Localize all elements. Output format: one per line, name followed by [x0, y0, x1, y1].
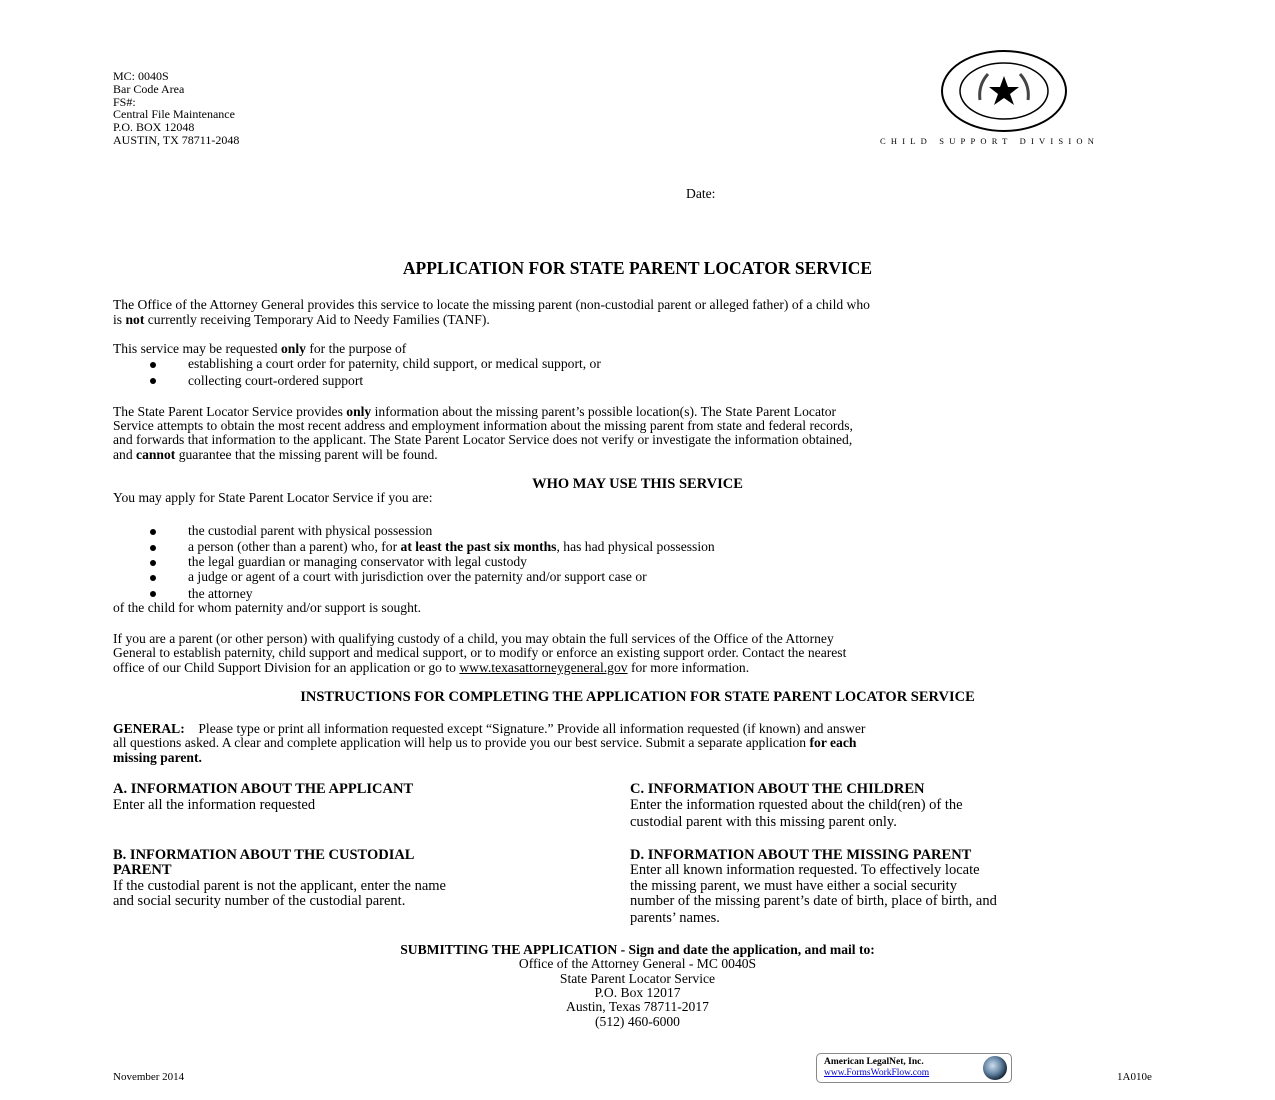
attorney-general-seal-logo: [940, 50, 1068, 132]
general-line: GENERAL: Please type or print all information requested except “Signature.” Provide all information requested (if known) and answer: [113, 721, 866, 736]
american-legalnet-badge[interactable]: [816, 1053, 1012, 1083]
header-pobox: P.O. BOX 12048: [113, 120, 195, 134]
who-outro: of the child for whom paternity and/or support is sought.: [113, 600, 422, 615]
badge-link[interactable]: www.FormsWorkFlow.com: [824, 1068, 930, 1078]
general-line: all questions asked. A clear and complete application will help us to provide you our best service. Submit a separate application for each: [113, 735, 857, 750]
header-barcode: Bar Code Area: [113, 82, 185, 96]
who-item: the attorney: [188, 586, 253, 601]
who-intro: You may apply for State Parent Locator Service if you are:: [113, 490, 433, 505]
section-d-text: the missing parent, we must have either a social security: [630, 878, 957, 894]
child-support-division-label: CHILD SUPPORT DIVISION: [880, 136, 1100, 146]
instructions-heading: INSTRUCTIONS FOR COMPLETING THE APPLICATION FOR STATE PARENT LOCATOR SERVICE: [300, 689, 975, 705]
submit-heading: SUBMITTING THE APPLICATION - Sign and date the application, and mail to:: [400, 942, 875, 957]
intro-line: is not currently receiving Temporary Aid to Needy Families (TANF).: [113, 312, 490, 327]
who-item: the custodial parent with physical possession: [188, 523, 433, 538]
section-d-text: Enter all known information requested. To effectively locate: [630, 862, 980, 878]
mail-address-line: State Parent Locator Service: [559, 971, 716, 986]
page-title: APPLICATION FOR STATE PARENT LOCATOR SERVICE: [402, 258, 873, 278]
purpose-item: collecting court-ordered support: [188, 373, 364, 388]
bullet-icon: [150, 591, 156, 597]
service-line: and cannot guarantee that the missing parent will be found.: [113, 447, 438, 462]
full-services-line: If you are a parent (or other person) with qualifying custody of a child, you may obtain the full services of the Office of the Attorney: [113, 631, 834, 646]
section-c-text: custodial parent with this missing parent only.: [630, 814, 897, 830]
general-line: missing parent.: [113, 750, 202, 765]
service-line: Service attempts to obtain the most recent address and employment information about the missing parent from state and federal records,: [113, 418, 853, 433]
footer-date: November 2014: [113, 1071, 185, 1083]
bullet-icon: [150, 575, 156, 581]
bullet-icon: [150, 545, 156, 551]
badge-name: American LegalNet, Inc.: [824, 1057, 924, 1067]
service-line: and forwards that information to the applicant. The State Parent Locator Service does not verify or investigate the information obtained,: [113, 432, 853, 447]
section-b-text: If the custodial parent is not the applicant, enter the name: [113, 878, 446, 894]
section-d-heading: D. INFORMATION ABOUT THE MISSING PARENT: [630, 847, 972, 863]
section-c-text: Enter the information rquested about the child(ren) of the: [630, 797, 963, 813]
who-item: a person (other than a parent) who, for at least the past six months, has had physical possession: [188, 539, 715, 554]
who-heading: WHO MAY USE THIS SERVICE: [532, 476, 743, 492]
form-id: 1A010e: [1117, 1071, 1152, 1083]
phone-number: (512) 460-6000: [595, 1014, 680, 1029]
purpose-line: This service may be requested only for the purpose of: [113, 341, 407, 356]
section-c-heading: C. INFORMATION ABOUT THE CHILDREN: [630, 781, 925, 797]
header-city: AUSTIN, TX 78711-2048: [113, 133, 240, 147]
bullet-icon: [150, 378, 156, 384]
bullet-icon: [150, 362, 156, 368]
service-line: The State Parent Locator Service provides only information about the missing parent’s possible location(s). The State Parent Locator: [113, 404, 837, 419]
full-services-line: office of our Child Support Division for an application or go to www.texasattorneygeneral.gov for more information.: [113, 660, 750, 675]
section-a-heading: A. INFORMATION ABOUT THE APPLICANT: [113, 781, 414, 797]
header-fs: FS#:: [113, 95, 136, 109]
who-item: the legal guardian or managing conservator with legal custody: [188, 554, 527, 569]
section-d-text: parents’ names.: [630, 910, 720, 926]
bullet-icon: [150, 560, 156, 566]
purpose-item: establishing a court order for paternity, child support, or medical support, or: [188, 356, 601, 371]
mail-address-line: Office of the Attorney General - MC 0040S: [518, 956, 757, 971]
who-item: a judge or agent of a court with jurisdiction over the paternity and/or support case or: [188, 569, 647, 584]
section-b-heading: PARENT: [113, 862, 172, 878]
mail-address-line: Austin, Texas 78711-2017: [566, 999, 709, 1014]
section-b-text: and social security number of the custodial parent.: [113, 893, 406, 909]
section-b-heading: B. INFORMATION ABOUT THE CUSTODIAL: [113, 847, 415, 863]
section-d-text: number of the missing parent’s date of birth, place of birth, and: [630, 893, 997, 909]
globe-icon: [983, 1056, 1007, 1080]
section-a-text: Enter all the information requested: [113, 797, 316, 813]
date-label: Date:: [686, 186, 716, 201]
full-services-line: General to establish paternity, child support and medical support, or to modify or enforce an existing support order. Contact the nearest: [113, 645, 847, 660]
mail-address-line: P.O. Box 12017: [594, 985, 681, 1000]
header-central: Central File Maintenance: [113, 107, 235, 121]
bullet-icon: [150, 529, 156, 535]
header-mc: MC: 0040S: [113, 69, 169, 83]
website-link[interactable]: www.texasattorneygeneral.gov: [459, 660, 628, 675]
intro-line: The Office of the Attorney General provides this service to locate the missing parent (non-custodial parent or alleged father) of a child who: [113, 297, 870, 312]
